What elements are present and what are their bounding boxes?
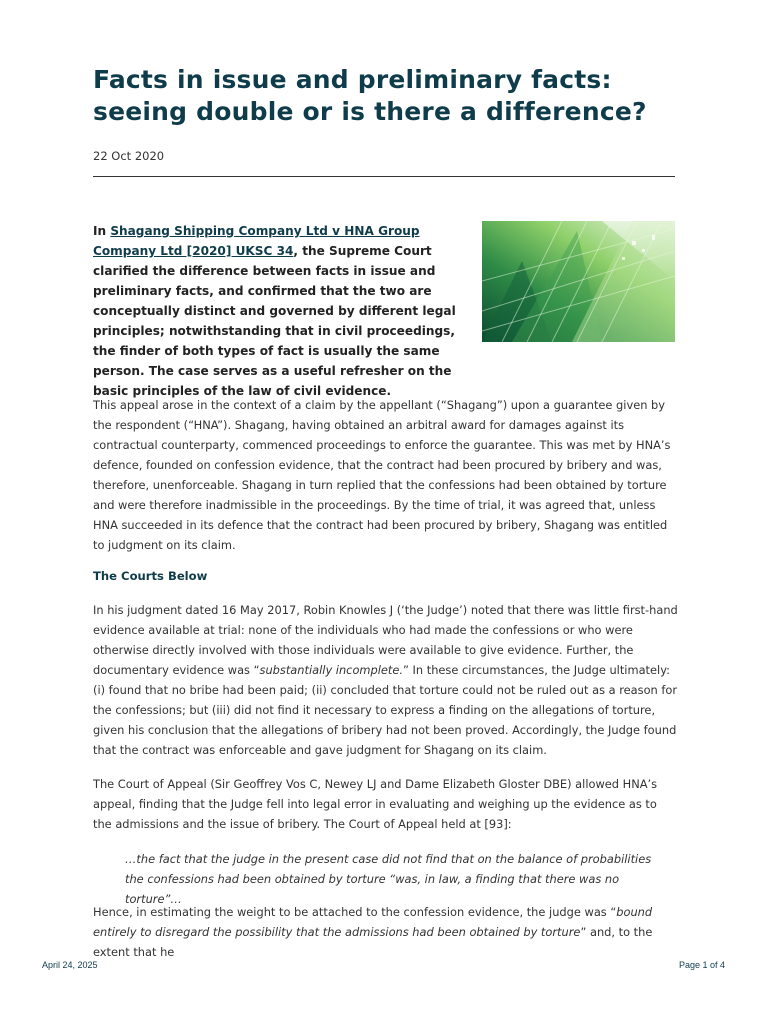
lead-text: , the Supreme Court clarified the difference between facts in issue and preliminary facts, and confirmed that the two are conceptually distinct and governed by different legal principles; notwithstanding that in civil proceedings, the finder of both types of fact is usually the same person. The case serves as a useful refresher on the basic principles of the law of civil evidence. xyxy=(93,244,456,398)
paragraph-hence-italic: bound entirely to disregard the possibility that the admissions had been obtained by torture xyxy=(93,905,653,939)
block-quote: …the fact that the judge in the present case did not find that on the balance of probabilities the confessions had been obtained by torture “was, in law, a finding that there was no torture”… xyxy=(125,852,652,906)
article-title xyxy=(93,64,693,128)
paragraph-court-of-appeal: The Court of Appeal (Sir Geoffrey Vos C, Newey LJ and Dame Elizabeth Gloster DBE) allowed HNA’s appeal, finding that the Judge fell into legal error in evaluating and weighing up the evidence as to the admissions and the issue of bribery. The Court of Appeal held at [93]: xyxy=(93,777,658,831)
glass-building-illustration xyxy=(482,221,675,342)
case-citation-link[interactable]: Shagang Shipping Company Ltd v HNA Group Company Ltd [2020] UKSC 34 xyxy=(93,224,420,258)
paragraph-first-instance-part1: In his judgment dated 16 May 2017, Robin Knowles J (‘the Judge’) noted that there was little first-hand evidence available at trial: none of the individuals who had made the confessions or who were otherwise directly involved with those individuals were available to give evidence. Further, the documentary evidence was “ xyxy=(93,603,678,677)
lead-prefix: In xyxy=(93,224,111,238)
article-date: 22 Oct 2020 xyxy=(93,149,165,163)
lead-paragraph xyxy=(93,221,461,401)
article-title-line2: seeing double or is there a difference? xyxy=(93,97,647,126)
paragraph-background: This appeal arose in the context of a claim by the appellant (“Shagang”) upon a guarantee given by the respondent (“HNA”). Shagang, having obtained an arbitral award for damages against its contractual counterparty, commenced proceedings to enforce the guarantee. This was met by HNA’s defence, founded on confession evidence, that the contract had been procured by bribery and was, therefore, unenforceable. Shagang in turn replied that the confessions had been obtained by torture and were therefore inadmissible in the proceedings. By the time of trial, it was agreed that, unless HNA succeeded in its defence that the contract had been procured by bribery, Shagang was entitled to judgment on its claim. xyxy=(93,398,671,552)
paragraph-first-instance-part2: ” In these circumstances, the Judge ultimately: (i) found that no bribe had been paid; (ii) concluded that torture could not be ruled out as a reason for the confessions; but (iii) did not find it necessary to express a finding on the allegations of torture, given his conclusion that the allegations of bribery had not been proved. Accordingly, the Judge found that the contract was enforceable and gave judgment for Shagang on its claim. xyxy=(93,663,678,757)
footer-print-date: April 24, 2025 xyxy=(42,960,98,970)
hero-image xyxy=(482,221,675,342)
paragraph-hence-part2: ” and, to the extent that he xyxy=(93,925,653,959)
section-heading-courts-below: The Courts Below xyxy=(93,569,208,583)
title-divider xyxy=(93,176,675,177)
paragraph-first-instance xyxy=(93,600,678,760)
article-title-line1: Facts in issue and preliminary facts: xyxy=(93,65,612,94)
footer-page-number: Page 1 of 4 xyxy=(678,960,725,970)
paragraph-first-instance-italic: substantially incomplete. xyxy=(259,663,404,677)
paragraph-hence xyxy=(93,902,678,962)
paragraph-hence-part1: Hence, in estimating the weight to be attached to the confession evidence, the judge was “ xyxy=(93,905,617,919)
